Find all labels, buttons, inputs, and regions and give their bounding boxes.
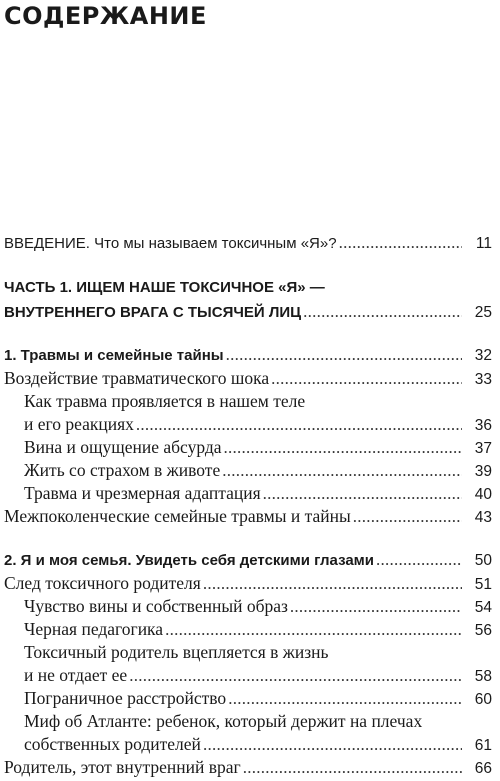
- toc-entry[interactable]: [24, 617, 492, 641]
- page-number: 61: [474, 737, 492, 754]
- dot-leader: [222, 459, 462, 483]
- toc-entry-line: [24, 640, 492, 664]
- toc-entry-text: Жить со страхом в животе: [24, 460, 221, 480]
- toc-entry-text: Черная педагогика: [24, 619, 164, 639]
- toc-entry-text: Родитель, этот внутренний враг: [4, 757, 241, 777]
- dot-leader: [203, 572, 462, 596]
- page-number: 50: [474, 552, 492, 569]
- page-number: 25: [474, 304, 492, 321]
- page-number: 58: [474, 668, 492, 685]
- page-title: СОДЕРЖАНИЕ: [4, 2, 207, 30]
- page-number: 33: [474, 371, 492, 388]
- chapter-title: 2. Я и моя семья. Увидеть себя детскими глазами: [4, 552, 374, 569]
- page-number: 40: [474, 486, 492, 503]
- dot-leader: [243, 756, 462, 780]
- toc-entry-text: Вина и ощущение абсурда: [24, 437, 222, 457]
- toc-entry[interactable]: [4, 571, 492, 595]
- toc-entry-introduction[interactable]: [4, 231, 492, 255]
- toc-entry[interactable]: [4, 755, 492, 779]
- toc-entry-text: Воздействие травматического шока: [4, 368, 270, 388]
- page-number: 11: [475, 235, 492, 252]
- page-number: 36: [474, 417, 492, 434]
- part-heading-line: [4, 276, 492, 300]
- toc-entry-chapter-1[interactable]: [4, 343, 492, 367]
- toc-entry-line: [24, 389, 492, 413]
- toc-entry[interactable]: [24, 732, 492, 756]
- page-number: 39: [474, 463, 492, 480]
- toc-entry[interactable]: [24, 663, 492, 687]
- dot-leader: [376, 548, 462, 572]
- dot-leader: [339, 231, 462, 255]
- toc-entry-text: Пограничное расстройство: [24, 688, 227, 708]
- page-number: 37: [474, 440, 492, 457]
- dot-leader: [224, 436, 462, 460]
- toc-entry-text: Как травма проявляется в нашем теле: [24, 391, 306, 411]
- dot-leader: [290, 595, 462, 619]
- toc-entry[interactable]: [24, 594, 492, 618]
- part-heading-text: ЧАСТЬ 1. ИЩЕМ НАШЕ ТОКСИЧНОЕ «Я» —: [4, 279, 325, 296]
- page-number: 32: [474, 347, 492, 364]
- toc-entry-text: След токсичного родителя: [4, 573, 201, 593]
- toc-entry-text: и не отдает ее: [24, 665, 128, 685]
- toc-entry-text: Миф об Атланте: ребенок, который держит на плечах: [24, 711, 423, 731]
- toc-entry[interactable]: [4, 504, 492, 528]
- dot-leader: [271, 367, 462, 391]
- toc-entry-line: [24, 709, 492, 733]
- page-number: 51: [474, 576, 492, 593]
- toc-entry-chapter-2[interactable]: [4, 548, 492, 572]
- page-number: 60: [474, 691, 492, 708]
- toc-entry-text: Токсичный родитель вцепляется в жизнь: [24, 642, 329, 662]
- page-number: 56: [474, 622, 492, 639]
- toc-entry[interactable]: [24, 458, 492, 482]
- toc-entry-text: Чувство вины и собственный образ: [24, 596, 288, 616]
- toc-entry[interactable]: [24, 412, 492, 436]
- dot-leader: [303, 300, 462, 324]
- toc-entry-text: Межпоколенческие семейные травмы и тайны: [4, 506, 351, 526]
- dot-leader: [203, 733, 462, 757]
- toc-entry[interactable]: [24, 435, 492, 459]
- toc-entry-text: собственных родителей: [24, 734, 201, 754]
- toc-entry[interactable]: [24, 481, 492, 505]
- part-heading-text: ВНУТРЕННЕГО ВРАГА С ТЫСЯЧЕЙ ЛИЦ: [4, 304, 302, 321]
- toc-entry-part-1[interactable]: [4, 300, 492, 324]
- chapter-title: 1. Травмы и семейные тайны: [4, 347, 224, 364]
- dot-leader: [165, 618, 462, 642]
- toc-entry-text: и его реакциях: [24, 414, 134, 434]
- dot-leader: [263, 482, 462, 506]
- toc-entry-text: ВВЕДЕНИЕ. Что мы называем токсичным «Я»?: [4, 235, 337, 252]
- dot-leader: [136, 413, 462, 437]
- toc-entry[interactable]: [4, 366, 492, 390]
- dot-leader: [353, 505, 462, 529]
- toc-entry[interactable]: [24, 686, 492, 710]
- page-number: 43: [474, 509, 492, 526]
- dot-leader: [228, 687, 462, 711]
- dot-leader: [226, 343, 462, 367]
- page-number: 66: [474, 760, 492, 777]
- page-number: 54: [474, 599, 492, 616]
- dot-leader: [129, 664, 462, 688]
- toc-entry-text: Травма и чрезмерная адаптация: [24, 483, 261, 503]
